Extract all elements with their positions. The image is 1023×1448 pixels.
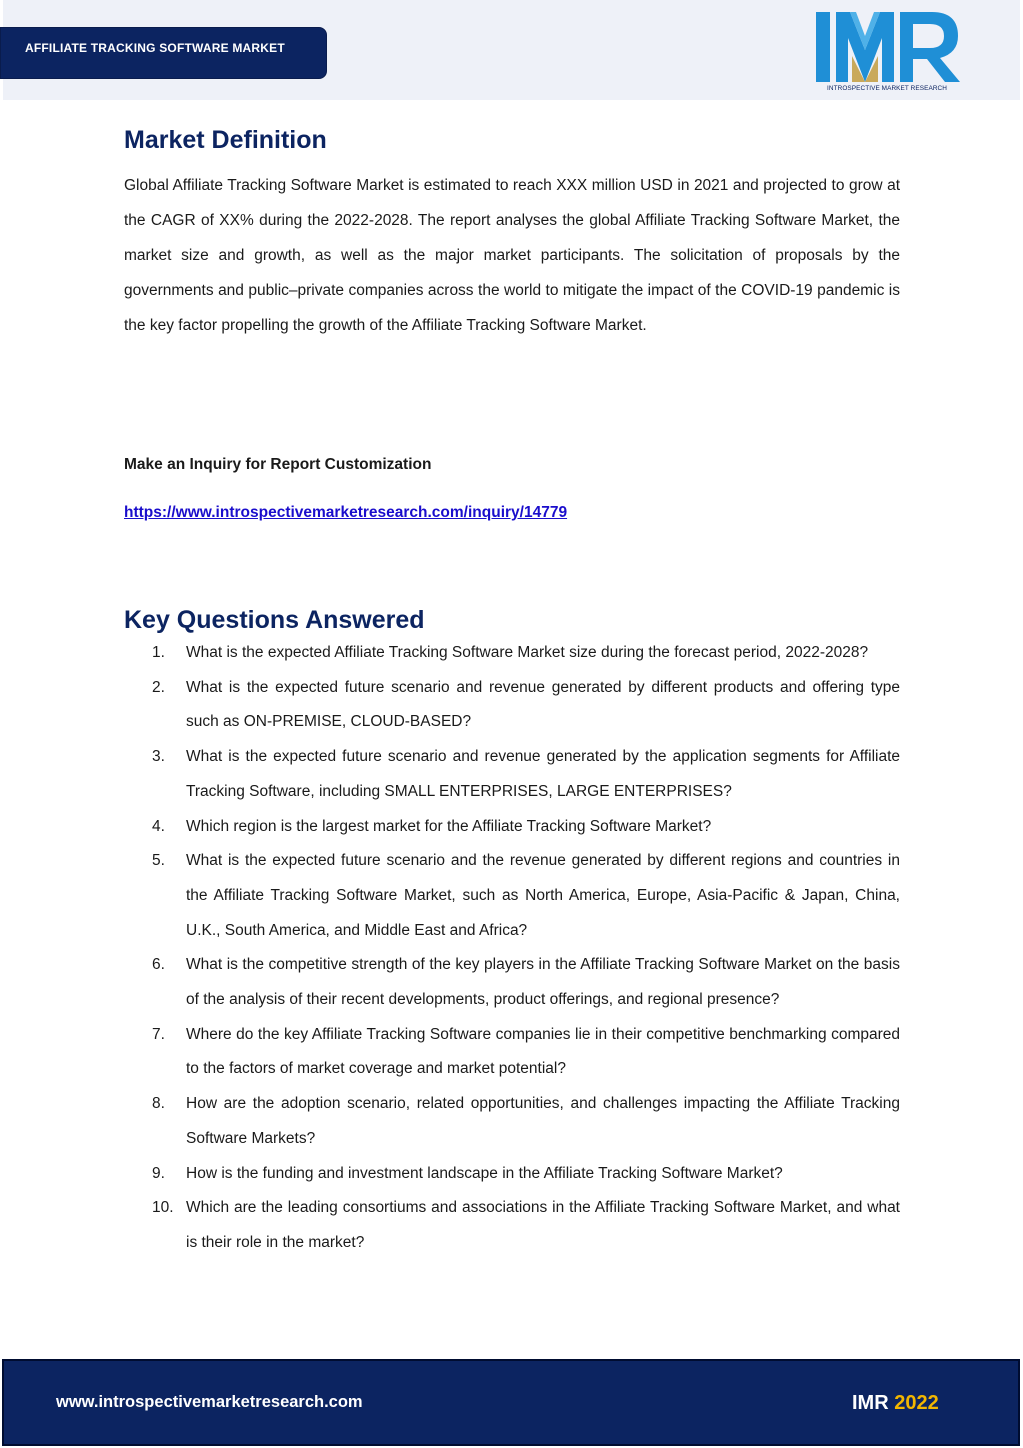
- list-item-text: What is the expected future scenario and the revenue generated by different regions and countries in the Affiliate Tracking Software Market, such as North America, Europe, Asia-Pacific & Japan, China, U.K., South America, and Middle East and Africa?: [186, 852, 900, 939]
- list-item-number: 5.: [152, 852, 165, 870]
- list-item-text: What is the expected Affiliate Tracking Software Market size during the forecast period, 2022-2028?: [186, 644, 869, 661]
- footer-brand-name: IMR: [852, 1392, 889, 1414]
- key-questions-list: [124, 636, 900, 1261]
- inquiry-label: Make an Inquiry for Report Customization: [124, 456, 432, 473]
- list-item: [124, 740, 900, 809]
- list-item: [124, 1191, 900, 1260]
- list-item-number: 6.: [152, 956, 165, 974]
- logo-tagline: INTROSPECTIVE MARKET RESEARCH: [827, 85, 947, 92]
- list-item-number: 1.: [152, 644, 165, 661]
- list-item-text: Which are the leading consortiums and associations in the Affiliate Tracking Software Market, and what is their role in the market?: [186, 1199, 900, 1251]
- imr-logo-mark: [812, 8, 962, 84]
- list-item: [124, 948, 900, 1017]
- key-questions-heading: Key Questions Answered: [124, 606, 425, 634]
- list-item-text: What is the competitive strength of the key players in the Affiliate Tracking Software Market on the basis of the analysis of their recent developments, product offerings, and regional presence?: [186, 956, 900, 1009]
- list-item-number: 8.: [152, 1095, 165, 1113]
- list-item: [124, 1157, 900, 1192]
- list-item-text: How is the funding and investment landscape in the Affiliate Tracking Software Market?: [186, 1164, 783, 1182]
- inquiry-link[interactable]: https://www.introspectivemarketresearch.com/inquiry/14779: [124, 504, 568, 521]
- report-title: AFFILIATE TRACKING SOFTWARE MARKET: [25, 41, 285, 55]
- list-item-text: Which region is the largest market for the Affiliate Tracking Software Market?: [186, 817, 712, 835]
- list-item-text: How are the adoption scenario, related opportunities, and challenges impacting the Affiliate Tracking Software Markets?: [186, 1095, 900, 1147]
- list-item-number: 10.: [152, 1199, 174, 1217]
- report-title-badge: [0, 27, 327, 79]
- imr-logo: [812, 8, 962, 96]
- footer-year: 2022: [894, 1392, 939, 1414]
- footer-brand: [852, 1392, 939, 1415]
- list-item-number: 9.: [152, 1164, 165, 1182]
- list-item: [124, 1018, 900, 1087]
- market-definition-heading: Market Definition: [124, 126, 327, 154]
- list-item: [124, 810, 900, 845]
- list-item-text: Where do the key Affiliate Tracking Software companies lie in their competitive benchmarking compared to the factors of market coverage and market potential?: [186, 1025, 900, 1078]
- list-item-text: What is the expected future scenario and revenue generated by different products and offering type such as ON-PREMISE, CLOUD-BASED?: [186, 678, 900, 731]
- market-definition-text: Global Affiliate Tracking Software Market is estimated to reach XXX million USD in 2021 and projected to grow at the CAGR of XX% during the 2022-2028. The report analyses the global Affiliate Tracking Software Market, the market size and growth, as well as the major market participants. The solicitation of proposals by the governments and public–private companies across the world to mitigate the impact of the COVID-19 pandemic is the key factor propelling the growth of the Affiliate Tracking Software Market.: [124, 177, 900, 334]
- list-item-number: 7.: [152, 1025, 165, 1043]
- list-item: [124, 671, 900, 740]
- footer-website: www.introspectivemarketresearch.com: [56, 1393, 363, 1411]
- page-footer: [2, 1359, 1020, 1446]
- list-item-number: 4.: [152, 817, 165, 835]
- list-item: [124, 844, 900, 948]
- list-item-number: 3.: [152, 748, 165, 766]
- list-item-number: 2.: [152, 678, 165, 696]
- list-item: [124, 636, 900, 671]
- list-item: [124, 1087, 900, 1156]
- list-item-text: What is the expected future scenario and revenue generated by the application segments for Affiliate Tracking Software, including SMALL ENTERPRISES, LARGE ENTERPRISES?: [186, 748, 900, 800]
